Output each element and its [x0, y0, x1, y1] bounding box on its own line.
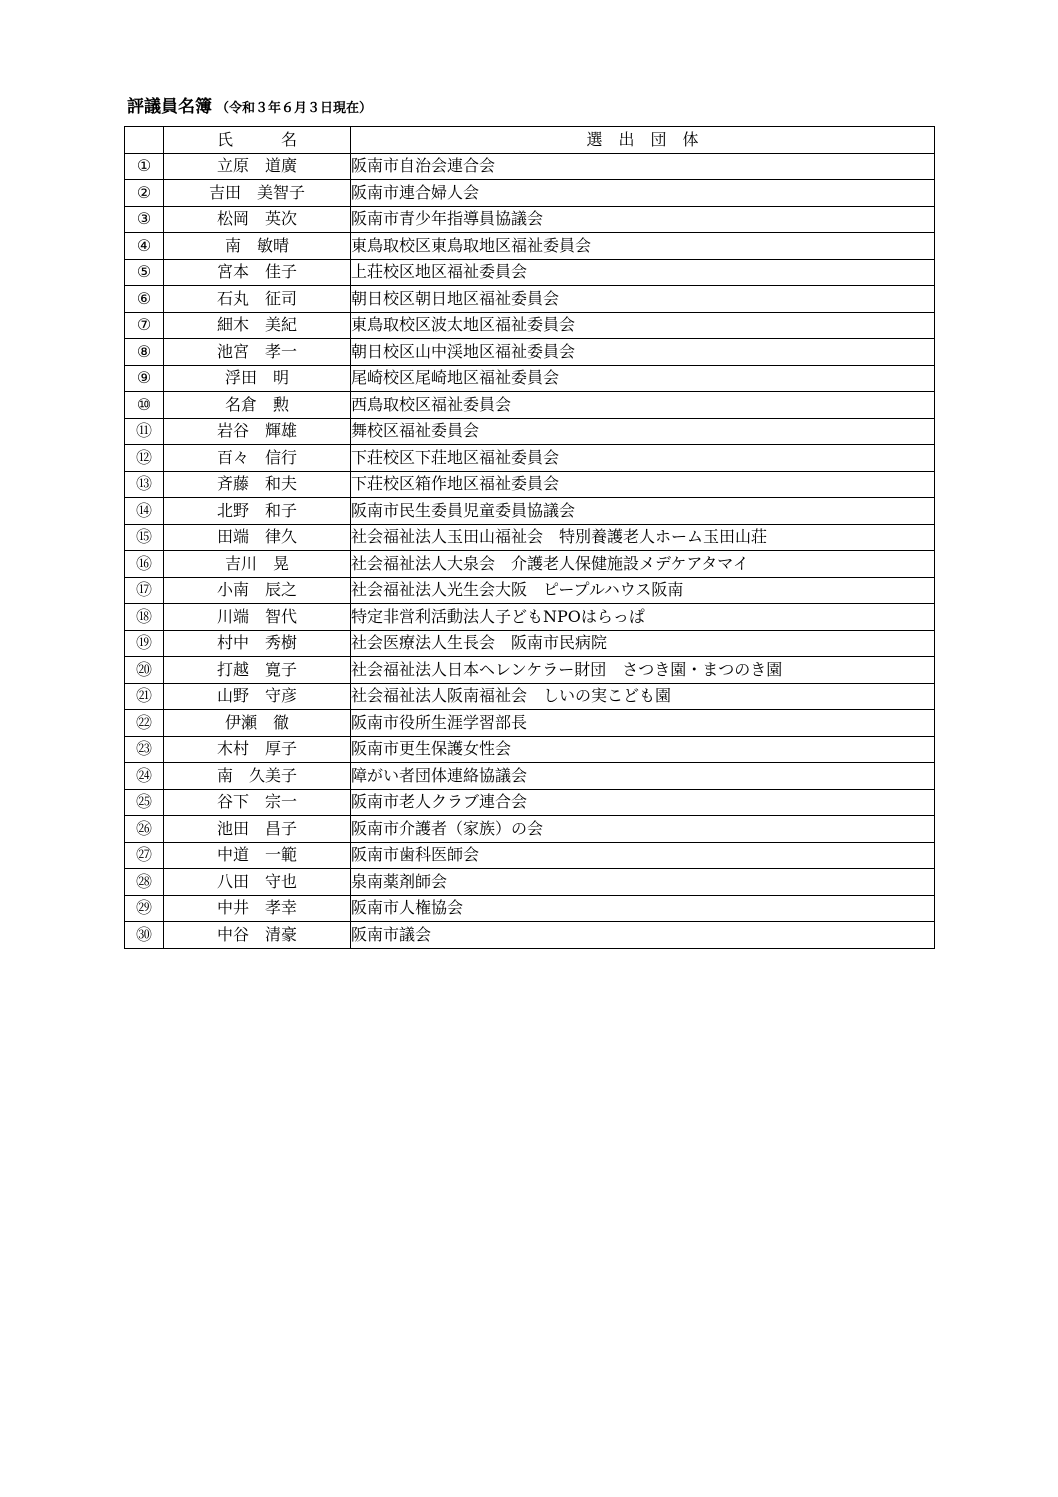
member-name: 立原 道廣 [164, 153, 351, 180]
member-organization: 下荘校区箱作地区福祉委員会 [351, 471, 935, 498]
member-name: 八田 守也 [164, 869, 351, 896]
member-name: 斉藤 和夫 [164, 471, 351, 498]
table-row [125, 922, 935, 949]
member-name: 村中 秀樹 [164, 630, 351, 657]
table-row [125, 365, 935, 392]
header-organization: 選 出 団 体 [351, 127, 935, 154]
member-organization: 尾崎校区尾崎地区福祉委員会 [351, 365, 935, 392]
row-number: ⑲ [125, 630, 164, 657]
member-organization: 社会医療法人生長会 阪南市民病院 [351, 630, 935, 657]
table-row [125, 286, 935, 313]
row-number: ⑥ [125, 286, 164, 313]
member-name: 中道 一範 [164, 842, 351, 869]
member-organization: 障がい者団体連絡協議会 [351, 763, 935, 790]
member-organization: 阪南市自治会連合会 [351, 153, 935, 180]
table-row [125, 816, 935, 843]
table-row [125, 604, 935, 631]
row-number: ㉔ [125, 763, 164, 790]
table-row [125, 895, 935, 922]
member-organization: 社会福祉法人日本ヘレンケラー財団 さつき園・まつのき園 [351, 657, 935, 684]
member-name: 田端 律久 [164, 524, 351, 551]
member-organization: 阪南市民生委員児童委員協議会 [351, 498, 935, 525]
member-organization: 阪南市歯科医師会 [351, 842, 935, 869]
member-organization: 阪南市人権協会 [351, 895, 935, 922]
table-row [125, 339, 935, 366]
member-name: 石丸 征司 [164, 286, 351, 313]
row-number: ㉖ [125, 816, 164, 843]
table-row [125, 206, 935, 233]
member-name: 北野 和子 [164, 498, 351, 525]
member-name: 伊瀬 徹 [164, 710, 351, 737]
table-row [125, 683, 935, 710]
member-name: 川端 智代 [164, 604, 351, 631]
row-number: ① [125, 153, 164, 180]
table-row [125, 657, 935, 684]
member-name: 山野 守彦 [164, 683, 351, 710]
row-number: ④ [125, 233, 164, 260]
table-row [125, 498, 935, 525]
member-name: 南 久美子 [164, 763, 351, 790]
row-number: ⑮ [125, 524, 164, 551]
table-row [125, 312, 935, 339]
member-organization: 舞校区福祉委員会 [351, 418, 935, 445]
row-number: ㉕ [125, 789, 164, 816]
row-number: ㉙ [125, 895, 164, 922]
row-number: ⑬ [125, 471, 164, 498]
member-organization: 社会福祉法人光生会大阪 ピープルハウス阪南 [351, 577, 935, 604]
row-number: ② [125, 180, 164, 207]
table-row [125, 577, 935, 604]
document-title [127, 92, 372, 117]
row-number: ⑱ [125, 604, 164, 631]
table-row [125, 259, 935, 286]
member-name: 岩谷 輝雄 [164, 418, 351, 445]
member-organization: 阪南市更生保護女性会 [351, 736, 935, 763]
table-header-row [125, 127, 935, 154]
member-name: 松岡 英次 [164, 206, 351, 233]
row-number: ⑩ [125, 392, 164, 419]
member-organization: 阪南市青少年指導員協議会 [351, 206, 935, 233]
member-organization: 下荘校区下荘地区福祉委員会 [351, 445, 935, 472]
row-number: ③ [125, 206, 164, 233]
member-organization: 社会福祉法人阪南福祉会 しいの実こども園 [351, 683, 935, 710]
header-name: 氏 名 [164, 127, 351, 154]
member-name: 池宮 孝一 [164, 339, 351, 366]
table-row [125, 471, 935, 498]
member-organization: 泉南薬剤師会 [351, 869, 935, 896]
member-name: 小南 辰之 [164, 577, 351, 604]
row-number: ⑨ [125, 365, 164, 392]
row-number: ㉓ [125, 736, 164, 763]
row-number: ⑦ [125, 312, 164, 339]
member-name: 打越 寛子 [164, 657, 351, 684]
row-number: ⑯ [125, 551, 164, 578]
row-number: ⑰ [125, 577, 164, 604]
table-row [125, 842, 935, 869]
row-number: ㉑ [125, 683, 164, 710]
member-organization: 朝日校区朝日地区福祉委員会 [351, 286, 935, 313]
table-row [125, 180, 935, 207]
member-organization: 朝日校区山中渓地区福祉委員会 [351, 339, 935, 366]
member-name: 浮田 明 [164, 365, 351, 392]
table-row [125, 630, 935, 657]
member-organization: 上荘校区地区福祉委員会 [351, 259, 935, 286]
title-date: （令和３年６月３日現在） [216, 101, 373, 116]
member-organization: 阪南市老人クラブ連合会 [351, 789, 935, 816]
row-number: ⑪ [125, 418, 164, 445]
row-number: ㉘ [125, 869, 164, 896]
table-row [125, 445, 935, 472]
councilor-table [124, 126, 935, 949]
member-name: 吉川 晃 [164, 551, 351, 578]
member-organization: 特定非営利活動法人子どもNPOはらっぱ [351, 604, 935, 631]
row-number: ㉒ [125, 710, 164, 737]
member-organization: 東鳥取校区波太地区福祉委員会 [351, 312, 935, 339]
member-organization: 社会福祉法人大泉会 介護老人保健施設メデケアタマイ [351, 551, 935, 578]
table-row [125, 392, 935, 419]
member-name: 中井 孝幸 [164, 895, 351, 922]
table-row [125, 233, 935, 260]
row-number: ㉚ [125, 922, 164, 949]
table-row [125, 736, 935, 763]
member-organization: 西鳥取校区福祉委員会 [351, 392, 935, 419]
row-number: ⑤ [125, 259, 164, 286]
row-number: ⑳ [125, 657, 164, 684]
member-name: 名倉 勲 [164, 392, 351, 419]
member-name: 木村 厚子 [164, 736, 351, 763]
member-organization: 阪南市議会 [351, 922, 935, 949]
member-name: 南 敏晴 [164, 233, 351, 260]
member-name: 宮本 佳子 [164, 259, 351, 286]
row-number: ⑭ [125, 498, 164, 525]
member-name: 細木 美紀 [164, 312, 351, 339]
member-organization: 阪南市介護者（家族）の会 [351, 816, 935, 843]
table-row [125, 869, 935, 896]
header-number [125, 127, 164, 154]
table-body [125, 153, 935, 948]
member-name: 百々 信行 [164, 445, 351, 472]
member-organization: 社会福祉法人玉田山福祉会 特別養護老人ホーム玉田山荘 [351, 524, 935, 551]
member-organization: 東鳥取校区東鳥取地区福祉委員会 [351, 233, 935, 260]
member-name: 中谷 清豪 [164, 922, 351, 949]
row-number: ⑫ [125, 445, 164, 472]
table-row [125, 789, 935, 816]
row-number: ㉗ [125, 842, 164, 869]
table-row [125, 153, 935, 180]
member-name: 谷下 宗一 [164, 789, 351, 816]
table-row [125, 418, 935, 445]
member-name: 吉田 美智子 [164, 180, 351, 207]
table-row [125, 524, 935, 551]
member-name: 池田 昌子 [164, 816, 351, 843]
table-row [125, 551, 935, 578]
member-organization: 阪南市連合婦人会 [351, 180, 935, 207]
title-main: 評議員名簿 [127, 97, 212, 117]
table-row [125, 710, 935, 737]
member-organization: 阪南市役所生涯学習部長 [351, 710, 935, 737]
table-row [125, 763, 935, 790]
row-number: ⑧ [125, 339, 164, 366]
